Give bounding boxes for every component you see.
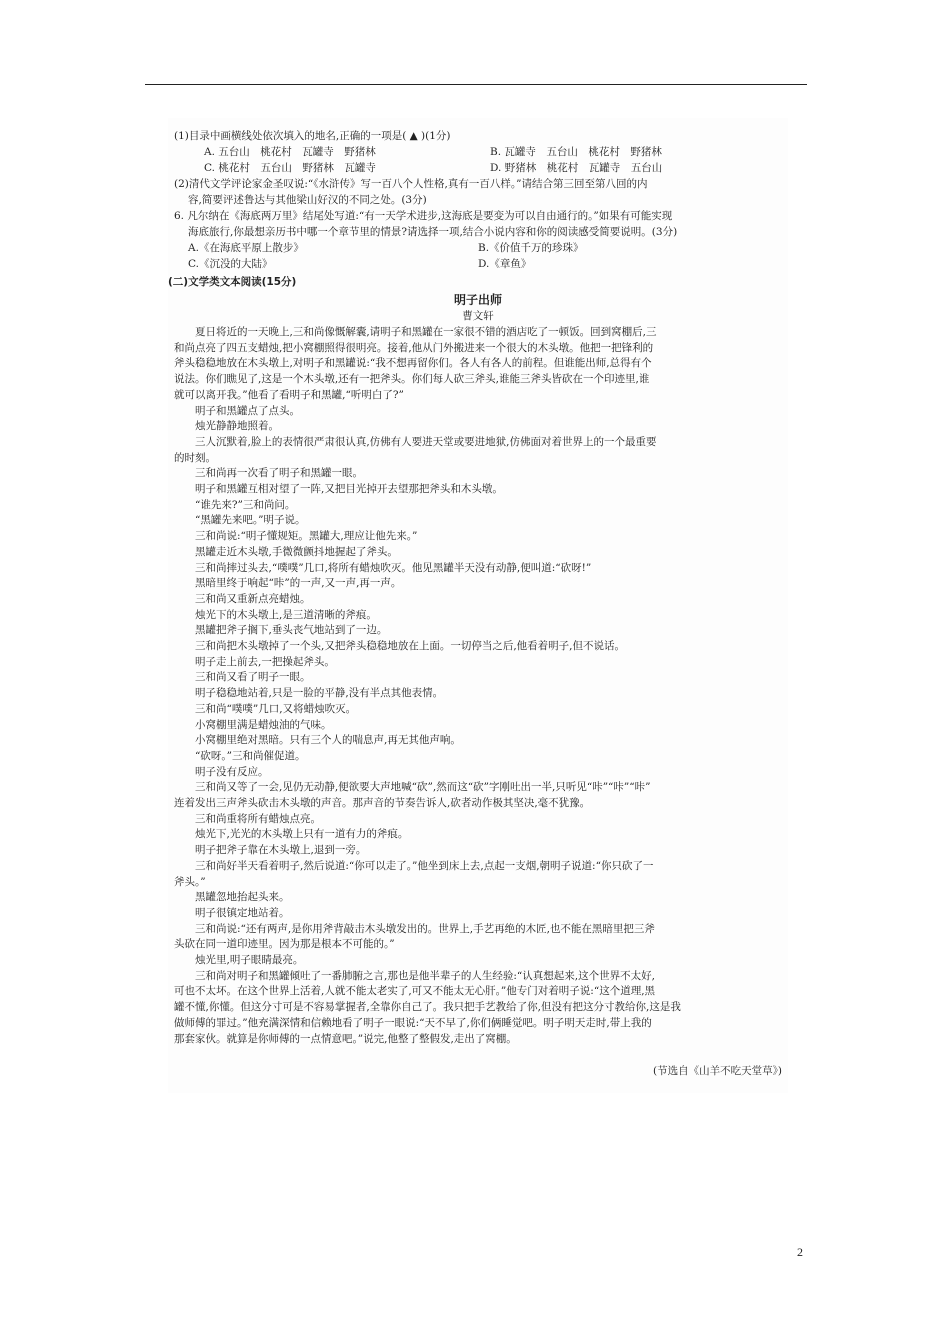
page-number: 2: [797, 1245, 803, 1259]
article-line: 头砍在同一道印迹里。因为那是根本不可能的。”: [174, 938, 395, 951]
article-line: 小窝棚里绝对黑暗。只有三个人的喘息声,再无其他声响。: [174, 734, 461, 747]
article-line: 和尚点亮了四五支蜡烛,把小窝棚照得很明亮。接着,他从门外搬进来一个很大的木头墩。他把一把锋利的: [174, 341, 654, 354]
article-line: “砍呀。”三和尚催促道。: [174, 749, 306, 762]
article-line: 三人沉默着,脸上的表情很严肃很认真,仿佛有人要进天堂或要进地狱,仿佛面对着世界上的一个最重要: [174, 435, 657, 448]
article-line: 烛光静静地照着。: [174, 420, 279, 433]
article-line: 三和尚“噗噗”几口,又将蜡烛吹灭。: [174, 702, 357, 715]
article-line: 明子和黑罐互相对望了一阵,又把目光掉开去望那把斧头和木头墩。: [174, 483, 503, 495]
article-line: 连着发出三声斧头砍击木头墩的声音。那声音的节奏告诉人,砍者动作极其坚决,毫不犹豫。: [174, 797, 591, 809]
article-line: 三和尚又重新点亮蜡烛。: [174, 592, 311, 605]
header-rule: [145, 84, 807, 85]
article-line: 斧头稳稳地放在木头墩上,对明子和黑罐说:“我不想再留你们。各人有各人的前程。但谁能出师,总得有个: [174, 357, 652, 370]
article-line: 三和尚好半天看着明子,然后说道:“你可以走了。”他坐到床上去,点起一支烟,朝明子说道:“你只砍了一: [174, 859, 654, 872]
article-line: 说法。你们瞧见了,这是一个木头墩,还有一把斧头。你们每人砍三斧头,谁能三斧头皆砍在一个印迹里,谁: [174, 373, 650, 386]
article-line: 三和尚对明子和黑罐倾吐了一番肺腑之言,那也是他半辈子的人生经验:“认真想起来,这个世界不太好,: [174, 969, 655, 982]
option-c: C. 桃花村 五台山 野猪林 瓦罐寺: [204, 162, 376, 174]
article-author: 曹文轩: [462, 310, 494, 322]
article-line: 明子把斧子靠在木头墩上,退到一旁。: [174, 844, 367, 857]
article-line: 小窝棚里满是蜡烛油的气味。: [174, 718, 332, 731]
article-line: 斧头。”: [174, 875, 206, 888]
question-1: (1)目录中画横线处依次填入的地名,正确的一项是( ▲ )(1分): [174, 130, 451, 142]
article-line: 夏日将近的一天晚上,三和尚像慨解囊,请明子和黑罐在一家很不错的酒店吃了一顿饭。回到窝棚后,三: [174, 326, 657, 338]
article-line: 三和尚又看了明子一眼。: [174, 671, 311, 684]
article-line: 黑罐忽地抬起头来。: [174, 891, 290, 904]
section-heading: (二)文学类文本阅读(15分): [168, 276, 297, 288]
option-d: D. 野猪林 桃花村 瓦罐寺 五台山: [490, 162, 663, 174]
article-source: (节选自《山羊不吃天堂草》): [653, 1065, 782, 1077]
article-line: 三和尚再一次看了明子和黑罐一眼。: [174, 467, 363, 480]
article-line: 三和尚又等了一会,见仍无动静,便欲要大声地喊“砍”,然而这“砍”字刚吐出一半,只听见“咔”“咔”“咔”: [174, 781, 651, 794]
question-6-line-2: 海底旅行,你最想亲历书中哪一个章节里的情景?请选择一项,结合小说内容和你的阅读感受简要说明。(3分): [188, 226, 678, 238]
article-line: 烛光里,明子眼睛最亮。: [174, 954, 304, 966]
article-line: 罐不懂,你懂。但这分寸可是不容易掌握者,全靠你自己了。我只把手艺教给了你,但没有把这分寸教给你,这是我: [174, 1001, 681, 1014]
scanned-page: [168, 118, 788, 1093]
question-6-option-c: C.《沉没的大陆》: [188, 258, 273, 270]
article-line: 做师傅的罪过。”他充满深情和信赖地看了明子一眼说:“天不早了,你们俩睡觉吧。明子明天走时,带上我的: [174, 1016, 652, 1029]
article-line: 的时刻。: [174, 451, 216, 464]
article-line: 明子和黑罐点了点头。: [174, 404, 300, 417]
article-line: 三和尚把木头墩掉了一个头,又把斧头稳稳地放在上面。一切停当之后,他看着明子,但不说话。: [174, 640, 626, 652]
article-line: “黑罐先来吧。”明子说。: [174, 514, 306, 527]
article-line: 黑罐走近木头墩,手微微颤抖地握起了斧头。: [174, 545, 398, 558]
article-line: 明子稳稳地站着,只是一脸的平静,没有半点其他表情。: [174, 687, 444, 700]
article-line: 黑暗里终于响起“咔”的一声,又一声,再一声。: [174, 577, 402, 590]
option-a: A. 五台山 桃花村 瓦罐寺 野猪林: [204, 146, 376, 158]
question-2-line-1: (2)清代文学评论家金圣叹说:“《水浒传》写一百八个人性格,真有一百八样。”请结合第三回至第八回的内: [174, 178, 648, 190]
article-line: 明子走上前去,一把操起斧头。: [174, 655, 335, 668]
article-line: 三和尚重将所有蜡烛点亮。: [174, 812, 321, 825]
article-line: 三和尚说:“明子懂规矩。黑罐大,理应让他先来。”: [174, 530, 418, 543]
question-6-option-d: D.《章鱼》: [478, 258, 532, 270]
article-line: 可也不太坏。在这个世界上活着,人就不能太老实了,可又不能太无心肝。”他专门对着明子说:“这个道理,黑: [174, 985, 656, 998]
article-line: 三和尚说:“还有两声,是你用斧背敲击木头墩发出的。世界上,手艺再绝的木匠,也不能在黑暗里把三斧: [174, 922, 655, 935]
article-line: 黑罐把斧子搁下,垂头丧气地站到了一边。: [174, 624, 388, 637]
article-line: 烛光下的木头墩上,是三道清晰的斧痕。: [174, 608, 377, 621]
article-line: 三和尚摔过头去,“噗噗”几口,将所有蜡烛吹灭。他见黑罐半天没有动静,便叫道:“砍呀!”: [174, 561, 592, 574]
article-line: 就可以离开我。”他看了看明子和黑罐,“听明白了?”: [174, 388, 404, 401]
option-b: B. 瓦罐寺 五台山 桃花村 野猪林: [490, 146, 662, 158]
article-line: 那套家伙。就算是你师傅的一点情意吧。”说完,他整了整假发,走出了窝棚。: [174, 1032, 517, 1045]
article-line: 明子很镇定地站着。: [174, 906, 290, 919]
question-6-option-b: B.《价值千万的珍珠》: [478, 242, 584, 254]
question-2-line-2: 容,简要评述鲁达与其他梁山好汉的不同之处。(3分): [188, 194, 427, 206]
article-line: 烛光下,光光的木头墩上只有一道有力的斧痕。: [174, 828, 409, 841]
article-line: 明子没有反应。: [174, 765, 269, 778]
article-line: “谁先来?”三和尚问。: [174, 498, 296, 511]
article-title: 明子出师: [453, 293, 502, 307]
question-6-line-1: 6. 凡尔纳在《海底两万里》结尾处写道:“有一天学术进步,这海底是要变为可以自由通行的。”如果有可能实现: [174, 210, 673, 222]
question-6-option-a: A.《在海底平原上散步》: [188, 242, 304, 254]
